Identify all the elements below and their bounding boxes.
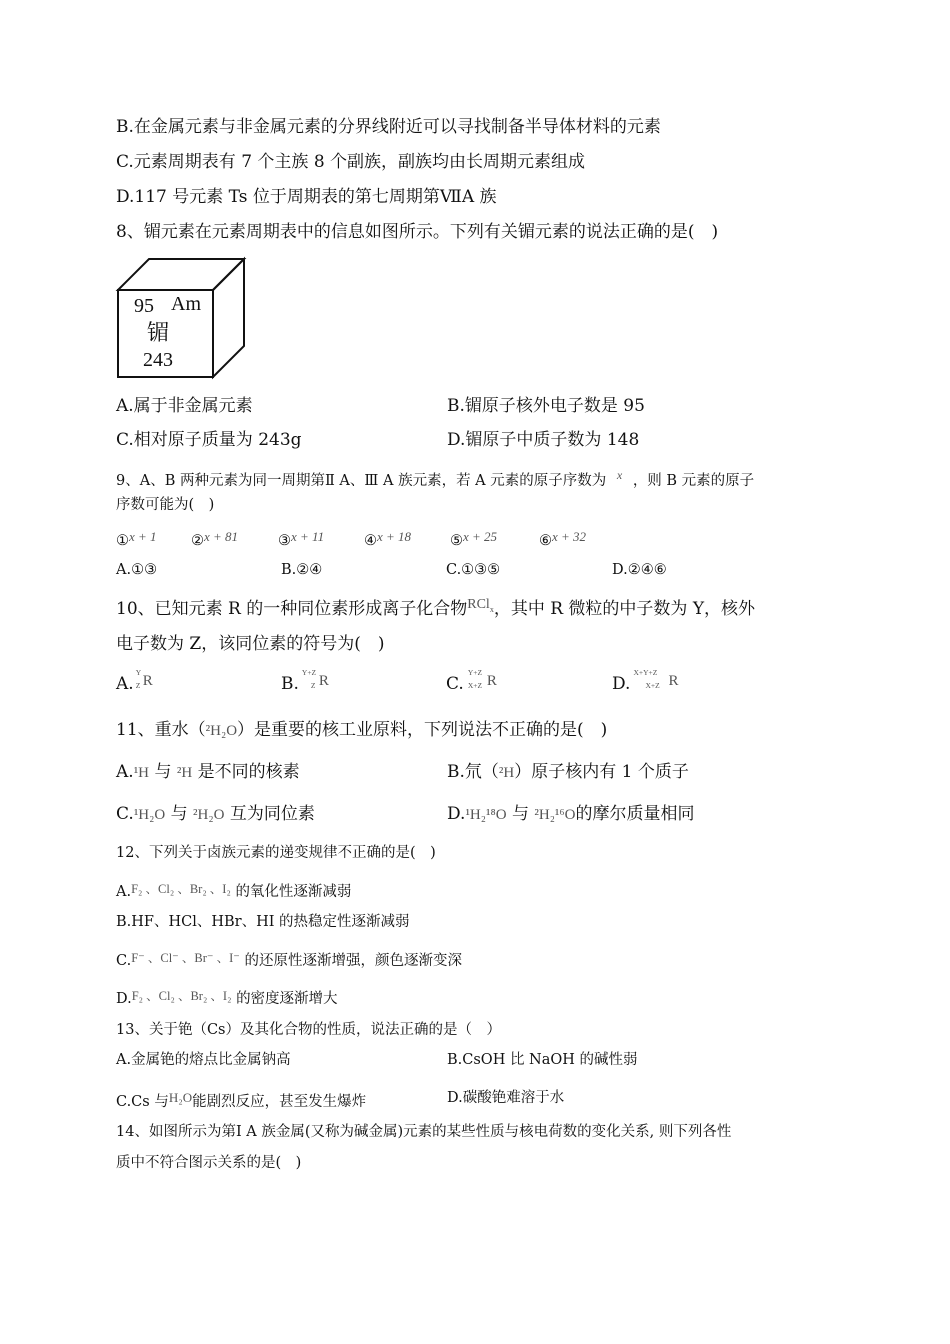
q10-option-d: D. X+Y+Z X+Z R bbox=[612, 668, 679, 694]
q11-option-d: D.¹H₂¹⁸O 与 ²H₂¹⁶O的摩尔质量相同 bbox=[447, 804, 695, 824]
q9-item-5: ⑤x + 25 bbox=[450, 529, 498, 549]
q9-option-a: A.①③ bbox=[116, 562, 158, 578]
q11-option-b: B.氘（²H）原子核内有 1 个质子 bbox=[447, 762, 689, 782]
q9-item-3: ③x + 11 bbox=[278, 529, 325, 549]
q10-option-a: A. Y Z R bbox=[116, 668, 153, 694]
q8-option-a: A.属于非金属元素 bbox=[116, 396, 253, 416]
q12-option-a: A.F₂ 、Cl₂ 、Br₂ 、I₂ 的氧化性逐渐减弱 bbox=[116, 882, 352, 900]
q10-stem-line1: 10、已知元素 R 的一种同位素形成离子化合物$^{RCl_x}$，其中 R 微粒的中子数为 Y，核外 bbox=[116, 597, 756, 619]
q12-option-b: B.HF、HCl、HBr、HI 的热稳定性逐渐减弱 bbox=[116, 914, 410, 930]
q9-option-d: D.②④⑥ bbox=[612, 562, 667, 578]
element-mass: 243 bbox=[143, 349, 173, 371]
q9-stem-line1: 9、A、B 两种元素为同一周期第Ⅱ A、Ⅲ A 族元素，若 A 元素的原子序数为 $^x$ ，则 B 元素的原子 bbox=[116, 468, 755, 489]
q13-option-a: A.金属铯的熔点比金属钠高 bbox=[116, 1052, 291, 1068]
q9-stem-line2: 序数可能为( ) bbox=[116, 497, 215, 513]
q11-option-c: C.¹H₂O 与 ²H₂O 互为同位素 bbox=[116, 804, 315, 824]
q9-item-1: ①x + 1 bbox=[116, 529, 157, 549]
q13-option-c: C.Cs 与H₂O能剧烈反应，甚至发生爆炸 bbox=[116, 1090, 367, 1110]
q10-option-b: B. Y+Z Z R bbox=[281, 668, 329, 694]
element-name: 镅 bbox=[147, 321, 170, 346]
q14-stem-line1: 14、如图所示为第Ⅰ A 族金属(又称为碱金属)元素的某些性质与核电荷数的变化关系, 则下列各性 bbox=[116, 1124, 732, 1140]
q9-option-b: B.②④ bbox=[281, 562, 323, 578]
q11-option-a: A.¹H 与 ²H 是不同的核素 bbox=[116, 762, 300, 782]
q10-formula: RClx bbox=[467, 597, 494, 614]
element-symbol: Am bbox=[171, 293, 201, 315]
q8-option-d: D.镅原子中质子数为 148 bbox=[447, 430, 640, 450]
q8-option-c: C.相对原子质量为 243g bbox=[116, 430, 302, 450]
q7-option-d: D.117 号元素 Ts 位于周期表的第七周期第ⅦA 族 bbox=[116, 187, 497, 207]
q13-option-b: B.CsOH 比 NaOH 的碱性弱 bbox=[447, 1052, 638, 1068]
q11-stem: 11、重水（²H₂O）是重要的核工业原料，下列说法不正确的是( ) bbox=[116, 720, 608, 740]
q12-option-c: C.F⁻ 、Cl⁻ 、Br⁻ 、I⁻ 的还原性逐渐增强，颜色逐渐变深 bbox=[116, 951, 462, 969]
q10-option-c: C. Y+Z X+Z R bbox=[446, 668, 497, 694]
q13-stem: 13、关于铯（Cs）及其化合物的性质，说法正确的是（ ） bbox=[116, 1022, 501, 1038]
q9-variable-x: x bbox=[616, 468, 623, 482]
q14-stem-line2: 质中不符合图示关系的是( ) bbox=[116, 1155, 302, 1171]
q9-item-6: ⑥x + 32 bbox=[539, 529, 587, 549]
element-card-cube bbox=[110, 252, 255, 384]
q13-option-d: D.碳酸铯难溶于水 bbox=[447, 1090, 565, 1106]
q9-item-2: ②x + 81 bbox=[191, 529, 239, 549]
q8-stem: 8、镅元素在元素周期表中的信息如图所示。下列有关镅元素的说法正确的是( ) bbox=[116, 222, 719, 242]
element-atomic-number: 95 bbox=[134, 295, 154, 317]
q10-stem-line2: 电子数为 Z，该同位素的符号为( ) bbox=[116, 634, 385, 654]
q9-item-4: ④x + 18 bbox=[364, 529, 412, 549]
q12-stem: 12、下列关于卤族元素的递变规律不正确的是( ) bbox=[116, 845, 436, 861]
q7-option-c: C.元素周期表有 7 个主族 8 个副族，副族均由长周期元素组成 bbox=[116, 152, 586, 172]
q7-option-b: B.在金属元素与非金属元素的分界线附近可以寻找制备半导体材料的元素 bbox=[116, 117, 661, 137]
q9-option-c: C.①③⑤ bbox=[446, 562, 501, 578]
q12-option-d: D.F₂ 、Cl₂ 、Br₂ 、I₂ 的密度逐渐增大 bbox=[116, 989, 338, 1007]
q8-option-b: B.镅原子核外电子数是 95 bbox=[447, 396, 645, 416]
